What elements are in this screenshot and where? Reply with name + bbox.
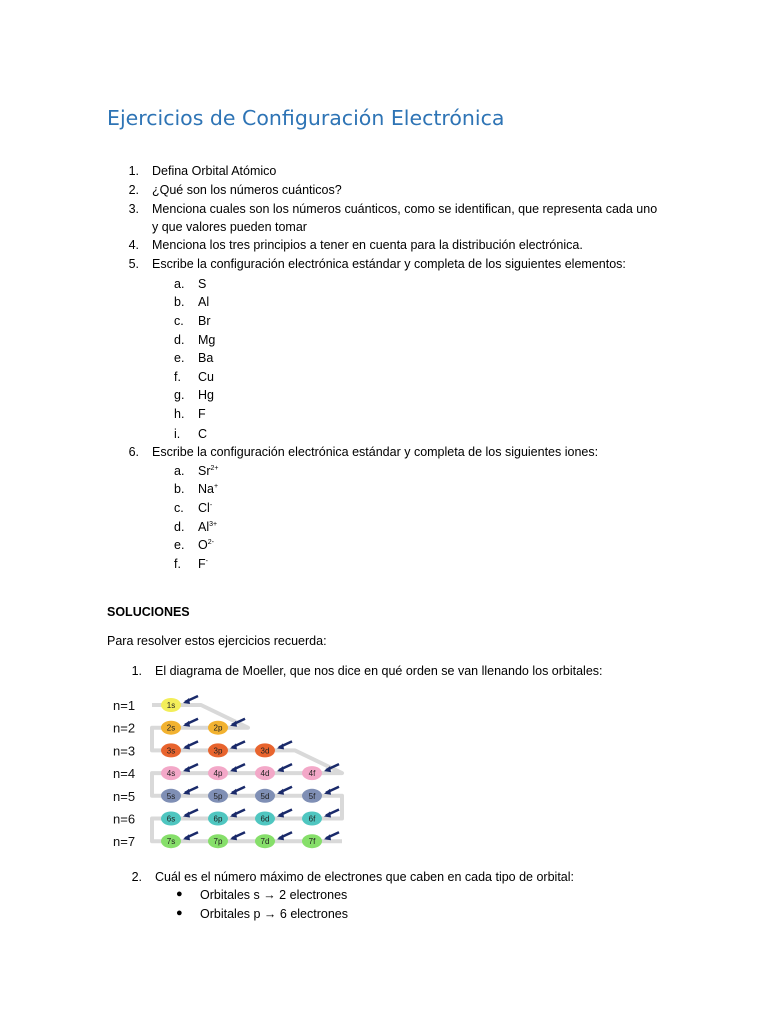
- question-number: 5.: [128, 257, 139, 271]
- ion-formula: [198, 538, 214, 552]
- level-label: n=6: [113, 811, 136, 827]
- filling-arrow-head: [324, 834, 331, 840]
- filling-arrow-head: [183, 834, 190, 840]
- filling-arrow-head: [277, 812, 284, 818]
- filling-arrow-head: [230, 812, 237, 818]
- level-label: n=4: [113, 766, 136, 782]
- ion-charge: -: [209, 502, 213, 509]
- orbital-label: 7s: [166, 837, 176, 847]
- element-letter: h.: [174, 407, 185, 421]
- orbital-label: 6s: [166, 814, 176, 824]
- orbital-label: 5d: [260, 791, 270, 801]
- filling-arrow-head: [230, 743, 237, 749]
- element-symbol: Br: [198, 314, 211, 328]
- ion-formula: [198, 482, 218, 496]
- question-number: 4.: [128, 238, 139, 252]
- question-text: Escribe la configuración electrónica estándar y completa de los siguientes iones:: [152, 445, 599, 459]
- ion-letter: b.: [174, 482, 185, 496]
- element-symbol: C: [198, 427, 208, 441]
- moeller-diagram-svg: [107, 690, 347, 860]
- question-text: Menciona cuales son los números cuánticos, como se identifican, que representa cada uno: [152, 202, 658, 216]
- orbital-label: 4f: [308, 769, 316, 779]
- bullet-item: Orbitales s → 2 electrones: [200, 888, 348, 902]
- filling-arrow-head: [230, 789, 237, 795]
- bullet-dot: ●: [176, 907, 183, 919]
- element-letter: c.: [174, 314, 184, 328]
- ion-charge: -: [205, 558, 208, 565]
- ion-letter: f.: [174, 557, 181, 571]
- orbital-label: 6p: [213, 814, 223, 824]
- question-text: Escribe la configuración electrónica estándar y completa de los siguientes elementos:: [152, 257, 626, 271]
- element-symbol: Al: [198, 295, 210, 309]
- ion-formula: [198, 464, 218, 478]
- orbital-label: 7p: [213, 837, 223, 847]
- level-label: n=3: [113, 743, 136, 759]
- ion-symbol: O: [198, 538, 208, 552]
- filling-arrow-head: [277, 789, 284, 795]
- element-letter: e.: [174, 351, 185, 365]
- element-symbol: Hg: [198, 388, 214, 402]
- orbital-label: 4p: [213, 769, 223, 779]
- orbital-label: 1s: [166, 701, 176, 710]
- question-text: Menciona los tres principios a tener en cuenta para la distribución electrónica.: [152, 238, 583, 252]
- ion-symbol: F: [198, 557, 206, 571]
- filling-arrow-head: [183, 812, 190, 818]
- ion-charge: +: [213, 483, 219, 490]
- ion-charge: 2+: [210, 465, 219, 472]
- question-text-continued: y que valores pueden tomar: [152, 220, 307, 234]
- orbital-label: 3d: [260, 746, 270, 756]
- orbital-label: 2p: [213, 723, 223, 733]
- element-letter: i.: [174, 427, 181, 441]
- element-letter: b.: [174, 295, 185, 309]
- moeller-diagram: [107, 690, 347, 863]
- ion-charge: 2-: [207, 539, 214, 546]
- level-label: n=7: [113, 834, 136, 850]
- orbital-label: 3s: [166, 746, 176, 756]
- filling-arrow-head: [230, 766, 237, 772]
- element-symbol: Mg: [198, 333, 216, 347]
- element-letter: d.: [174, 333, 185, 347]
- orbital-label: 4d: [260, 769, 270, 779]
- solution-number: 1.: [131, 664, 142, 678]
- bullet-dot: ●: [176, 888, 183, 900]
- filling-arrow-head: [183, 743, 190, 749]
- question-number: 3.: [128, 202, 139, 216]
- question-number: 6.: [128, 445, 139, 459]
- filling-arrow-head: [183, 698, 190, 704]
- filling-arrow-head: [324, 789, 331, 795]
- ion-charge: 3+: [209, 521, 218, 528]
- orbital-label: 7d: [260, 837, 270, 847]
- element-letter: g.: [174, 388, 185, 402]
- orbital-label: 5s: [166, 791, 176, 801]
- solutions-intro: Para resolver estos ejercicios recuerda:: [107, 634, 327, 648]
- filling-arrow-head: [324, 812, 331, 818]
- filling-arrow-head: [277, 834, 284, 840]
- element-symbol: Ba: [198, 351, 214, 365]
- filling-arrow-head: [277, 743, 284, 749]
- orbital-label: 7f: [308, 837, 316, 847]
- ion-letter: a.: [174, 464, 185, 478]
- ion-symbol: Sr: [198, 464, 211, 478]
- solutions-heading: SOLUCIONES: [107, 605, 190, 619]
- orbital-label: 6f: [308, 814, 316, 824]
- ion-symbol: Cl: [198, 501, 210, 515]
- ion-symbol: Na: [198, 482, 214, 496]
- level-label: n=5: [113, 788, 136, 804]
- element-symbol: Cu: [198, 370, 214, 384]
- question-text: Defina Orbital Atómico: [152, 164, 277, 178]
- solution-text: El diagrama de Moeller, que nos dice en qué orden se van llenando los orbitales:: [155, 664, 603, 678]
- filling-arrow-head: [183, 766, 190, 772]
- filling-arrow-head: [183, 721, 190, 727]
- level-label: n=2: [113, 720, 136, 736]
- filling-arrow-head: [277, 766, 284, 772]
- ion-formula: [198, 557, 208, 571]
- filling-arrow-head: [230, 834, 237, 840]
- bullet-item: Orbitales p → 6 electrones: [200, 907, 348, 921]
- orbital-label: 6d: [260, 814, 270, 824]
- element-symbol: S: [198, 277, 207, 291]
- filling-arrow-head: [183, 789, 190, 795]
- page-title: Ejercicios de Configuración Electrónica: [107, 106, 505, 130]
- ion-letter: d.: [174, 520, 185, 534]
- question-text: ¿Qué son los números cuánticos?: [152, 183, 342, 197]
- ion-formula: [198, 520, 217, 534]
- orbital-label: 4s: [166, 769, 176, 779]
- orbital-label: 2s: [166, 723, 176, 733]
- solution-number: 2.: [131, 870, 142, 884]
- question-number: 1.: [128, 164, 139, 178]
- question-number: 2.: [128, 183, 139, 197]
- element-letter: f.: [174, 370, 181, 384]
- orbital-label: 5p: [213, 791, 223, 801]
- element-letter: a.: [174, 277, 185, 291]
- element-symbol: F: [198, 407, 206, 421]
- ion-letter: c.: [174, 501, 184, 515]
- level-label: n=1: [113, 698, 136, 713]
- ion-letter: e.: [174, 538, 185, 552]
- ion-symbol: Al: [198, 520, 210, 534]
- orbital-label: 5f: [308, 791, 316, 801]
- orbital-label: 3p: [213, 746, 223, 756]
- solution-text: Cuál es el número máximo de electrones que caben en cada tipo de orbital:: [155, 870, 575, 884]
- ion-formula: [198, 501, 212, 515]
